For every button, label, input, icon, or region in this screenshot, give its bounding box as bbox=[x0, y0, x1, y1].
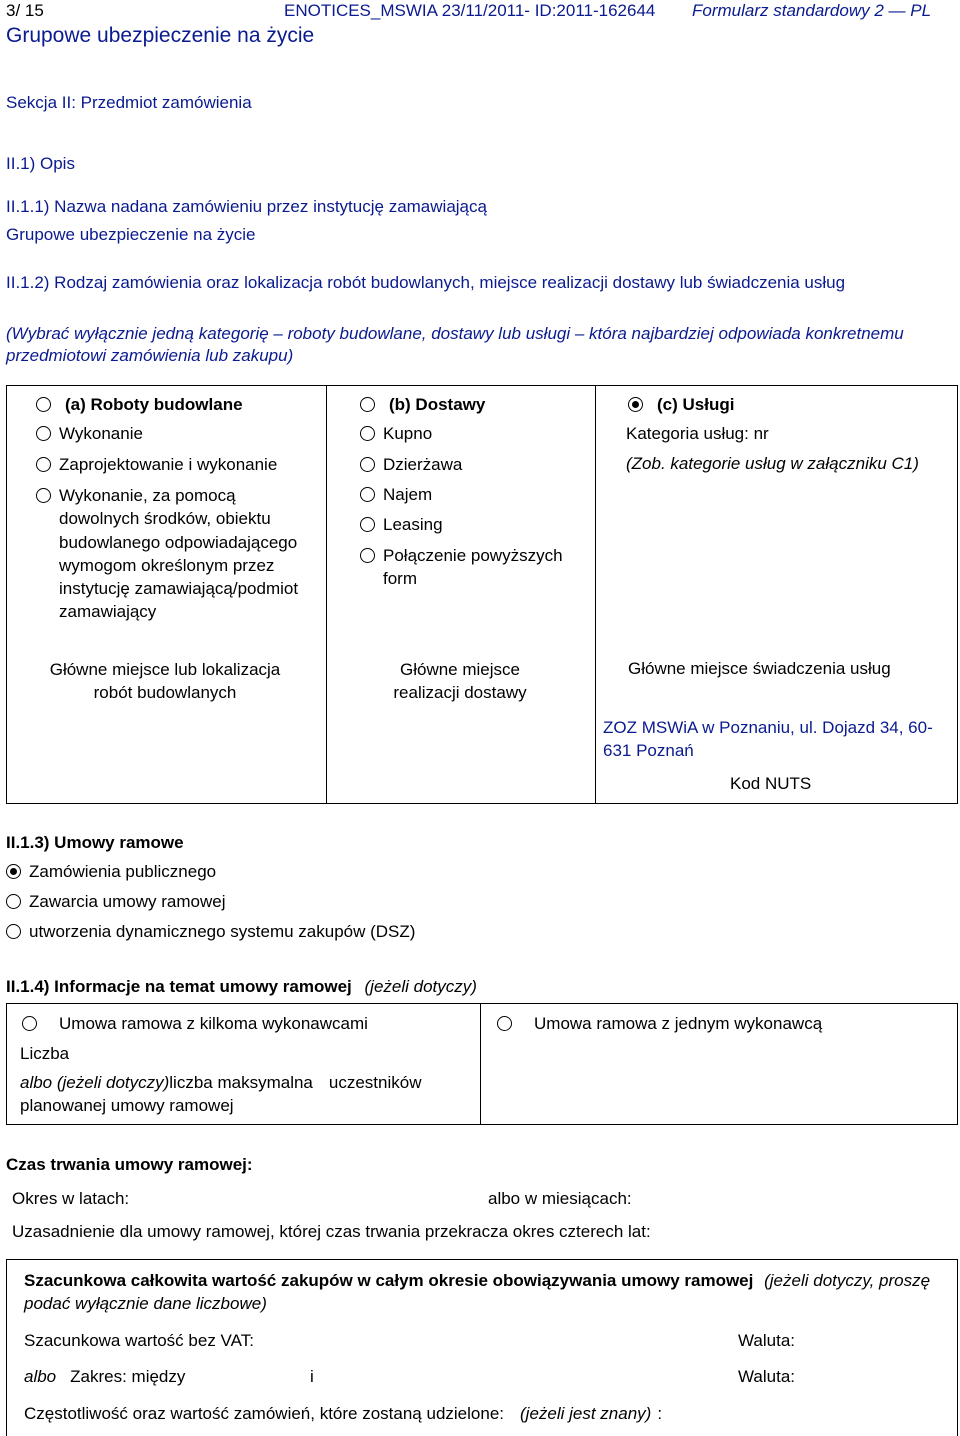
radio-icon bbox=[36, 488, 51, 503]
radio-icon bbox=[360, 517, 375, 532]
estimate-note-a: (jeżeli bbox=[764, 1271, 809, 1290]
radio-icon bbox=[6, 894, 21, 909]
category-b-place: Główne miejsce realizacji dostawy bbox=[393, 660, 527, 702]
frequency-colon: : bbox=[657, 1404, 663, 1423]
option-b-2[interactable] bbox=[360, 454, 462, 476]
max-label: liczba maksymalna bbox=[169, 1073, 313, 1092]
estimate-note-b: dotyczy, proszę podać wyłącznie dane liczbowe) bbox=[24, 1271, 931, 1313]
service-category-note: (Zob. kategorie usług w załączniku C1) bbox=[626, 454, 919, 473]
radio-icon bbox=[36, 457, 51, 472]
frequency-line bbox=[24, 1403, 662, 1425]
duration-justification: Uzasadnienie dla umowy ramowej, której czas trwania przekracza okres czterech lat: bbox=[12, 1222, 651, 1241]
option-label: Umowa ramowa z jednym wykonawcą bbox=[534, 1014, 823, 1033]
option-label: Umowa ramowa z kilkoma wykonawcami bbox=[59, 1014, 368, 1033]
category-b-label: (b) Dostawy bbox=[389, 395, 486, 414]
max-participants-line bbox=[20, 1072, 422, 1094]
albo-label: albo bbox=[24, 1367, 57, 1386]
multi-contractor-option[interactable] bbox=[22, 1013, 368, 1035]
range-label: Zakres: między bbox=[70, 1367, 186, 1386]
framework-option-1[interactable] bbox=[6, 861, 216, 883]
radio-icon bbox=[360, 487, 375, 502]
section-title: Sekcja II: Przedmiot zamówienia bbox=[6, 93, 252, 112]
heading-ii-1-3: II.1.3) Umowy ramowe bbox=[6, 833, 184, 852]
estimate-value-label: Szacunkowa wartość bez VAT: bbox=[24, 1331, 254, 1350]
option-label: Kupno bbox=[383, 424, 433, 443]
estimate-title bbox=[24, 1269, 934, 1315]
framework-info-divider bbox=[480, 1003, 481, 1125]
estimate-title-text: Szacunkowa całkowita wartość zakupów w całym okresie obowiązywania umowy ramowej bbox=[24, 1271, 754, 1290]
option-b-3[interactable] bbox=[360, 484, 432, 506]
single-contractor-option[interactable] bbox=[497, 1013, 822, 1035]
category-a-label: (a) Roboty budowlane bbox=[65, 395, 243, 414]
radio-checked-icon bbox=[6, 864, 21, 879]
option-label: Wykonanie, za pomocą dowolnych środków, obiektu budowlanego odpowiadającego wymogom określonym przez instytucję zamawiającą/podmiot zamawiający bbox=[59, 486, 299, 622]
service-category: Kategoria usług: nr bbox=[626, 424, 769, 443]
category-c-label: (c) Usługi bbox=[657, 395, 735, 414]
service-address: ZOZ MSWiA w Poznaniu, ul. Dojazd 34, 60-631 Poznań bbox=[603, 718, 933, 760]
option-label: Wykonanie bbox=[59, 424, 143, 443]
option-a-3[interactable] bbox=[36, 484, 316, 624]
frequency-label: Częstotliwość oraz wartość zamówień, które zostaną udzielone: bbox=[24, 1404, 504, 1423]
radio-icon bbox=[360, 548, 375, 563]
estimate-range-line bbox=[24, 1366, 185, 1388]
option-b-5[interactable] bbox=[360, 544, 590, 590]
category-c-services[interactable] bbox=[628, 394, 734, 416]
option-a-2[interactable] bbox=[36, 454, 277, 476]
albo-note: albo (jeżeli dotyczy) bbox=[20, 1073, 170, 1092]
currency-label-2: Waluta: bbox=[738, 1367, 796, 1386]
radio-icon bbox=[497, 1016, 512, 1031]
heading-ii-1-4 bbox=[6, 976, 477, 998]
radio-icon bbox=[22, 1016, 37, 1031]
framework-option-2[interactable] bbox=[6, 891, 226, 913]
heading-ii-1-2: II.1.2) Rodzaj zamówienia oraz lokalizacja robót budowlanych, miejsce realizacji dostawy lub świadczenia usług bbox=[6, 273, 846, 292]
option-label: Zawarcia umowy ramowej bbox=[29, 892, 226, 911]
radio-icon bbox=[360, 457, 375, 472]
duration-months: albo w miesiącach: bbox=[488, 1189, 632, 1208]
option-b-4[interactable] bbox=[360, 514, 443, 536]
notice-id: ENOTICES_MSWIA 23/11/2011- ID:2011-162644 bbox=[284, 1, 656, 20]
category-instruction: (Wybrać wyłącznie jedną kategorię – roboty budowlane, dostawy lub usługi – która najbardziej odpowiada konkretnemu przedmiotowi zamówienia lub zakupu) bbox=[6, 324, 904, 366]
radio-icon bbox=[360, 426, 375, 441]
category-c-place: Główne miejsce świadczenia usług bbox=[628, 659, 891, 678]
currency-label: Waluta: bbox=[738, 1331, 796, 1350]
opis-heading: II.1) Opis bbox=[6, 154, 75, 173]
option-label: Zamówienia publicznego bbox=[29, 862, 217, 881]
frequency-note: (jeżeli jest znany) bbox=[520, 1404, 652, 1423]
option-label: Zaprojektowanie i wykonanie bbox=[59, 455, 278, 474]
nuts-code: Kod NUTS bbox=[730, 774, 812, 793]
form-name: Formularz standardowy 2 — PL bbox=[692, 1, 932, 20]
heading-text: II.1.4) Informacje na temat umowy ramowej bbox=[6, 977, 352, 996]
planned-framework-label: planowanej umowy ramowej bbox=[20, 1096, 234, 1115]
option-label: utworzenia dynamicznego systemu zakupów (DSZ) bbox=[29, 922, 416, 941]
option-label: Dzierżawa bbox=[383, 455, 463, 474]
category-b-supplies[interactable] bbox=[360, 394, 485, 416]
range-and-label: i bbox=[310, 1367, 314, 1386]
header-title: Grupowe ubezpieczenie na życie bbox=[6, 24, 315, 47]
duration-title: Czas trwania umowy ramowej: bbox=[6, 1155, 253, 1174]
max-label-2: uczestników bbox=[328, 1073, 422, 1092]
radio-icon bbox=[6, 924, 21, 939]
category-a-place: Główne miejsce lub lokalizacja robót budowlanych bbox=[49, 660, 281, 702]
radio-icon bbox=[36, 397, 51, 412]
option-a-1[interactable] bbox=[36, 423, 143, 445]
order-name-value: Grupowe ubezpieczenie na życie bbox=[6, 225, 256, 244]
framework-option-3[interactable] bbox=[6, 921, 415, 943]
page-number: 3/ 15 bbox=[6, 1, 44, 20]
duration-years: Okres w latach: bbox=[12, 1189, 130, 1208]
category-divider-2 bbox=[595, 385, 596, 804]
option-label: Najem bbox=[383, 485, 433, 504]
heading-ii-1-1: II.1.1) Nazwa nadana zamówieniu przez instytucję zamawiającą bbox=[6, 197, 487, 216]
participants-count-label: Liczba bbox=[20, 1044, 70, 1063]
radio-icon bbox=[36, 426, 51, 441]
heading-note: (jeżeli dotyczy) bbox=[364, 977, 477, 996]
category-divider-1 bbox=[326, 385, 327, 804]
option-b-1[interactable] bbox=[360, 423, 432, 445]
radio-checked-icon bbox=[628, 397, 643, 412]
radio-icon bbox=[360, 397, 375, 412]
category-a-works[interactable] bbox=[36, 394, 243, 416]
option-label: Połączenie powyższych form bbox=[383, 546, 563, 588]
option-label: Leasing bbox=[383, 515, 443, 534]
